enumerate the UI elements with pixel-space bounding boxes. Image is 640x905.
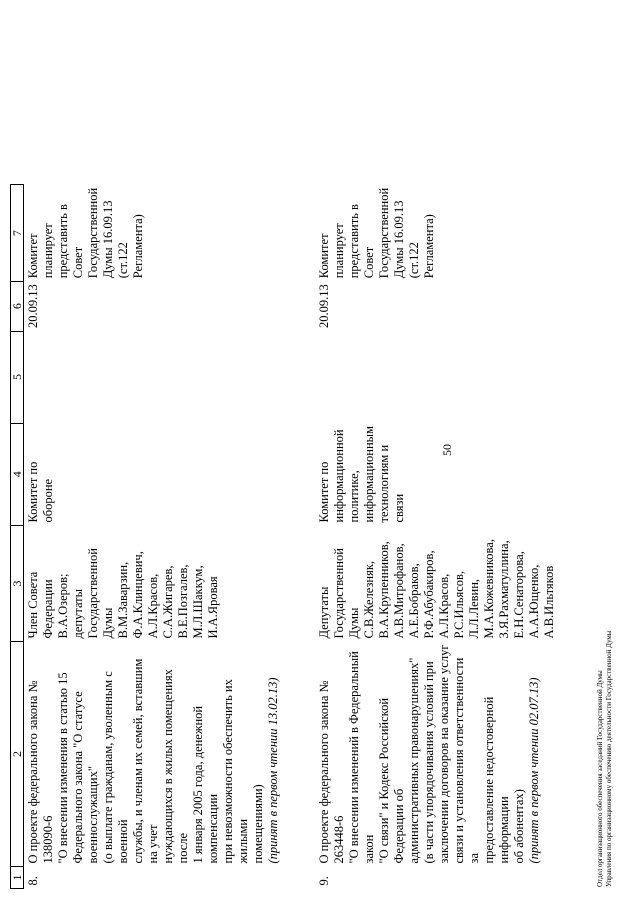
bill-note: Комитет планирует представить в Совет Государственной Думы 16.09.13 (ст.122 Регламента) [26,187,145,279]
bill-status: (принят в первом чтении 02.07.13) [527,677,541,864]
header-col-4: 4 [11,423,24,525]
table-row [283,185,559,889]
bill-cell [283,642,559,867]
page-footer [596,631,613,887]
header-col-6: 6 [11,281,24,331]
bill-status: (принят в первом чтении 13.02.13) [266,677,280,864]
bill-title: О проекте федерального закона № 263448-6 [317,680,346,864]
responsible-committee: Комитет по обороне [26,461,55,523]
review-date: 20.09.13 [26,284,40,329]
page-number: 50 [440,444,454,456]
footer-line-2: Управления по организационному обеспечению деятельности Государственной Думы [604,630,613,887]
bill-authors: Депутаты Государственной Думы С.В.Железняк, В.А.Крупенников, А.В.Митрофанов, А.Е.Бобраков, Р.Ф.Абубакиров, А.Л.Красов, Р.С.Ильясов, Л.Л.Левин, М.А.Кожевникова, З.Я.Рахматуллина, Е.Н.Сенаторова, А.А.Ющенко, А.В.Ильтяков [317,539,556,639]
bill-description: "О внесении изменений в Федеральный закон "О связи" и Кодекс Российской Федерации об административных правонарушениях" (в части упорядочивания условий при заключении договоров на оказание услуг связи и установления ответственности за предоставление недостоверной информации об абонентах) [347,644,526,864]
header-row [11,185,24,889]
col5-cell [24,331,284,423]
bill-description: "О внесении изменения в статью 15 Федерального закона "О статусе военнослужащих" (о выплате гражданам, уволенным с военной службы, и членам их семей, вставшим на учет нуждающихся в жилых помещениях после 1 января 2005 года, денежной компенсации при невозможности обеспечить их жилыми помещениями) [56,658,265,864]
row-number: 8. [26,876,40,886]
header-col-3: 3 [11,526,24,642]
header-col-1: 1 [11,867,24,889]
row-number: 9. [317,876,331,886]
footer-line-1: Отдел организационного обеспечения заседаний Государственной Думы [596,670,604,887]
bill-authors: Член Совета Федерации В.А.Озеров; депутаты Государственной Думы В.М.Заварзин, Ф.А.Клинцевич, А.Л.Красов, С.А.Жигарев, В.Е.Позгалев, М.Л.Шаккум, И.А.Яровая [26,548,220,639]
header-col-7: 7 [11,185,24,281]
bill-note: Комитет планирует представить в Совет Государственной Думы 16.09.13 (ст.122 Регламента) [317,187,436,279]
table-header [11,185,24,889]
bills-table [10,184,559,889]
bill-cell [24,642,284,867]
responsible-committee: Комитет по информационной политике, информационным технологиям и связи [317,426,406,523]
table-row [24,185,284,889]
col5-cell [283,331,559,423]
review-date: 20.09.13 [317,284,331,329]
header-col-2: 2 [11,642,24,867]
header-col-5: 5 [11,331,24,423]
bill-title: О проекте федерального закона № 138090-6 [26,680,55,864]
